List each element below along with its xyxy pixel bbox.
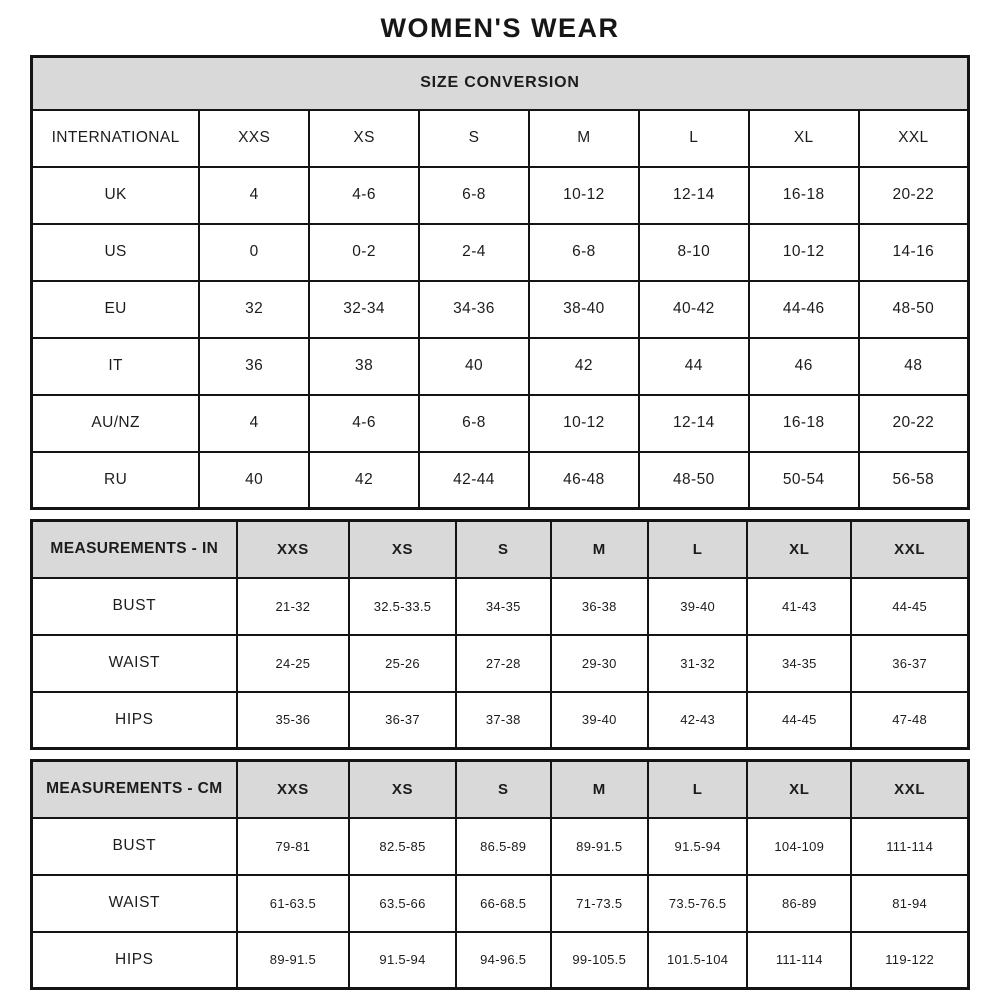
table-cell: 111-114 <box>747 932 851 989</box>
size-column-header: S <box>456 521 551 578</box>
table-cell: 42 <box>309 452 419 509</box>
table-cell: 73.5-76.5 <box>648 875 747 932</box>
table-cell: 32.5-33.5 <box>349 578 456 635</box>
row-label: UK <box>32 167 200 224</box>
table-cell: 36 <box>199 338 309 395</box>
row-label: IT <box>32 338 200 395</box>
table-cell: XXL <box>859 110 969 167</box>
size-column-header: XL <box>747 521 851 578</box>
row-label: WAIST <box>32 875 237 932</box>
row-label: EU <box>32 281 200 338</box>
table-cell: 16-18 <box>749 167 859 224</box>
table-cell: 20-22 <box>859 167 969 224</box>
size-column-header: XXS <box>237 761 349 818</box>
table-cell: 40 <box>199 452 309 509</box>
table-cell: 12-14 <box>639 167 749 224</box>
row-label: BUST <box>32 578 237 635</box>
measurements-in-title: MEASUREMENTS - IN <box>32 521 237 578</box>
table-cell: 24-25 <box>237 635 349 692</box>
size-column-header: M <box>551 521 648 578</box>
table-cell: 91.5-94 <box>648 818 747 875</box>
table-gap <box>0 510 1000 519</box>
measurements-cm-title: MEASUREMENTS - CM <box>32 761 237 818</box>
table-cell: 89-91.5 <box>237 932 349 989</box>
row-label: INTERNATIONAL <box>32 110 200 167</box>
table-cell: 86.5-89 <box>456 818 551 875</box>
row-label: BUST <box>32 818 237 875</box>
table-row <box>32 875 969 932</box>
table-cell: 82.5-85 <box>349 818 456 875</box>
size-column-header: L <box>648 521 747 578</box>
row-label: HIPS <box>32 932 237 989</box>
table-cell: 47-48 <box>851 692 968 749</box>
table-cell: 25-26 <box>349 635 456 692</box>
table-cell: 48 <box>859 338 969 395</box>
table-row <box>32 224 969 281</box>
table-cell: 44-46 <box>749 281 859 338</box>
row-label: HIPS <box>32 692 237 749</box>
table-cell: 91.5-94 <box>349 932 456 989</box>
table-cell: 66-68.5 <box>456 875 551 932</box>
table-cell: 4 <box>199 167 309 224</box>
table-cell: 48-50 <box>639 452 749 509</box>
table-row <box>32 635 969 692</box>
table-cell: 89-91.5 <box>551 818 648 875</box>
page-title: WOMEN'S WEAR <box>380 13 620 43</box>
table-cell: 48-50 <box>859 281 969 338</box>
table-cell: XS <box>309 110 419 167</box>
table-cell: 38-40 <box>529 281 639 338</box>
table-cell: 36-38 <box>551 578 648 635</box>
size-column-header: M <box>551 761 648 818</box>
table-cell: 39-40 <box>551 692 648 749</box>
table-cell: 44-45 <box>747 692 851 749</box>
table-cell: 79-81 <box>237 818 349 875</box>
table-cell: 42-44 <box>419 452 529 509</box>
table-row <box>32 338 969 395</box>
table-cell: 40 <box>419 338 529 395</box>
table-header-row <box>32 521 969 578</box>
table-cell: 99-105.5 <box>551 932 648 989</box>
size-conversion-title: SIZE CONVERSION <box>32 57 969 110</box>
table-cell: M <box>529 110 639 167</box>
row-label: AU/NZ <box>32 395 200 452</box>
table-cell: 4 <box>199 395 309 452</box>
table-cell: 46 <box>749 338 859 395</box>
table-cell: 8-10 <box>639 224 749 281</box>
table-cell: 6-8 <box>419 395 529 452</box>
table-cell: 63.5-66 <box>349 875 456 932</box>
table-header-row <box>32 761 969 818</box>
table-cell: L <box>639 110 749 167</box>
size-column-header: XXS <box>237 521 349 578</box>
table-cell: 41-43 <box>747 578 851 635</box>
table-cell: 81-94 <box>851 875 968 932</box>
size-conversion-table <box>30 55 970 510</box>
table-cell: 42-43 <box>648 692 747 749</box>
table-cell: S <box>419 110 529 167</box>
table-row <box>32 818 969 875</box>
table-cell: 29-30 <box>551 635 648 692</box>
table-row <box>32 578 969 635</box>
table-cell: 32 <box>199 281 309 338</box>
table-cell: 61-63.5 <box>237 875 349 932</box>
measurements-cm-table <box>30 759 970 990</box>
table-cell: 46-48 <box>529 452 639 509</box>
table-row <box>32 281 969 338</box>
table-cell: 111-114 <box>851 818 968 875</box>
table-cell: 14-16 <box>859 224 969 281</box>
table-cell: XL <box>749 110 859 167</box>
table-cell: 39-40 <box>648 578 747 635</box>
table-cell: 4-6 <box>309 167 419 224</box>
table-gap <box>0 750 1000 759</box>
table-cell: 0 <box>199 224 309 281</box>
size-column-header: XL <box>747 761 851 818</box>
row-label: RU <box>32 452 200 509</box>
size-column-header: XS <box>349 521 456 578</box>
table-cell: 10-12 <box>529 395 639 452</box>
table-cell: 20-22 <box>859 395 969 452</box>
table-cell: 44-45 <box>851 578 968 635</box>
table-cell: 10-12 <box>749 224 859 281</box>
table-row <box>32 692 969 749</box>
table-row <box>32 395 969 452</box>
table-row <box>32 110 969 167</box>
table-cell: 36-37 <box>349 692 456 749</box>
table-cell: 10-12 <box>529 167 639 224</box>
table-cell: 119-122 <box>851 932 968 989</box>
table-cell: 4-6 <box>309 395 419 452</box>
size-column-header: S <box>456 761 551 818</box>
table-cell: 21-32 <box>237 578 349 635</box>
table-row <box>32 452 969 509</box>
size-column-header: XXL <box>851 761 968 818</box>
table-cell: 27-28 <box>456 635 551 692</box>
table-cell: XXS <box>199 110 309 167</box>
table-row <box>32 932 969 989</box>
row-label: WAIST <box>32 635 237 692</box>
table-cell: 40-42 <box>639 281 749 338</box>
table-cell: 0-2 <box>309 224 419 281</box>
table-cell: 104-109 <box>747 818 851 875</box>
table-cell: 34-35 <box>456 578 551 635</box>
table-cell: 12-14 <box>639 395 749 452</box>
row-label: US <box>32 224 200 281</box>
measurements-in-table <box>30 519 970 750</box>
table-cell: 44 <box>639 338 749 395</box>
table-cell: 34-36 <box>419 281 529 338</box>
table-cell: 50-54 <box>749 452 859 509</box>
table-cell: 36-37 <box>851 635 968 692</box>
table-cell: 37-38 <box>456 692 551 749</box>
size-column-header: L <box>648 761 747 818</box>
table-cell: 71-73.5 <box>551 875 648 932</box>
size-column-header: XXL <box>851 521 968 578</box>
table-cell: 42 <box>529 338 639 395</box>
table-cell: 34-35 <box>747 635 851 692</box>
table-header-row <box>32 57 969 110</box>
table-cell: 6-8 <box>419 167 529 224</box>
table-cell: 56-58 <box>859 452 969 509</box>
table-cell: 35-36 <box>237 692 349 749</box>
table-cell: 31-32 <box>648 635 747 692</box>
table-cell: 86-89 <box>747 875 851 932</box>
table-cell: 6-8 <box>529 224 639 281</box>
table-cell: 32-34 <box>309 281 419 338</box>
table-row <box>32 167 969 224</box>
table-cell: 38 <box>309 338 419 395</box>
table-cell: 16-18 <box>749 395 859 452</box>
table-cell: 101.5-104 <box>648 932 747 989</box>
table-cell: 2-4 <box>419 224 529 281</box>
size-column-header: XS <box>349 761 456 818</box>
table-cell: 94-96.5 <box>456 932 551 989</box>
